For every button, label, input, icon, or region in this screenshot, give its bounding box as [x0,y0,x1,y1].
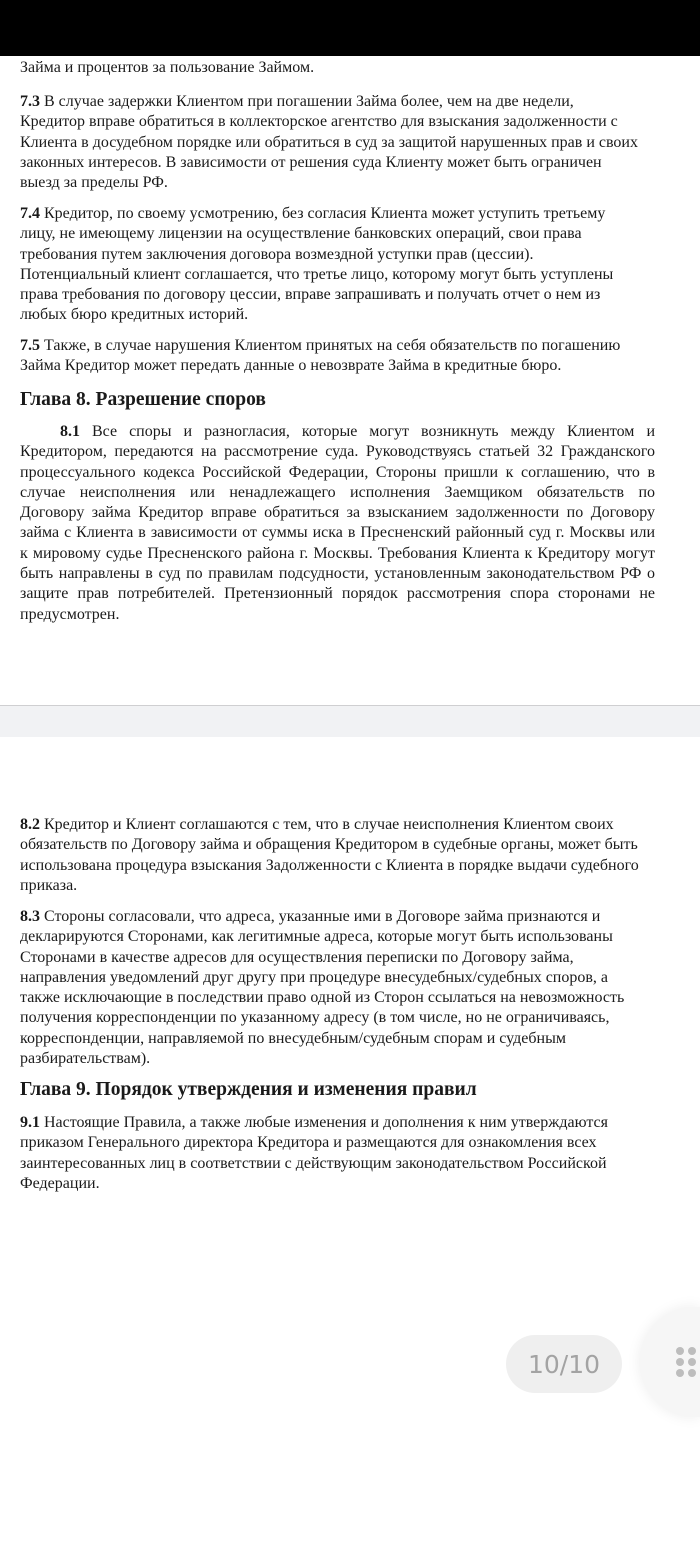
clause-number: 8.3 [20,908,40,925]
text-line [20,336,655,356]
text-line: Кредитором, передаются на рассмотрение суда. Руководствуясь статьей 32 Гражданского [20,443,655,461]
text-line: права требования по договору цессии, вправе запрашивать и получать отчет о нем из [20,286,601,304]
text-line: Федерации. [20,1174,100,1192]
clause-8-2 [20,815,655,896]
text-line: корреспонденции, направляемой по внесудебным/судебным спорам и судебным [20,1029,566,1047]
text-line: приказом Генерального директора Кредитора и размещаются для ознакомления всех [20,1134,597,1152]
clause-number: 8.1 [60,423,80,440]
clause-8-3 [20,907,655,1069]
clause-9-1 [20,1113,655,1194]
chapter-8-heading: Глава 8. Разрешение споров [20,389,266,410]
text-line [20,422,655,442]
clause-text: Все споры и разногласия, которые могут возникнуть между Клиентом и [80,423,655,440]
pdf-page-10 [0,737,700,1556]
text-line: Займа Кредитор может передать данные о невозврате Займа в кредитные бюро. [20,357,562,375]
clause-text: В случае задержки Клиентом при погашении Займа более, чем на две недели, [40,93,574,110]
text-line: лицу, не имеющему лицензии на осуществление банковских операций, свои права [20,225,582,243]
clause-text: Также, в случае нарушения Клиентом принятых на себя обязательств по погашению [40,337,621,354]
text-line: предусмотрен. [20,605,120,623]
text-line [20,92,655,112]
text-line: займа с Клиента в зависимости от суммы иска в Пресненский районный суд г. Москвы или [20,524,655,542]
text-line: Сторонами в качестве адресов для осуществления переписки по Договору займа, [20,948,574,966]
text-line: использована процедура взыскания Задолженности с Клиента в порядке выдачи судебного [20,856,639,874]
clause-number: 7.3 [20,93,40,110]
clause-number: 7.4 [20,205,40,222]
text-line: случае неисполнения или ненадлежащего исполнения Заемщиком обязательств по [20,483,655,501]
text-line [20,907,655,927]
clause-7-5 [20,336,655,377]
clause-7-4 [20,204,655,326]
clause-number: 8.2 [20,816,40,833]
clause-text: Стороны согласовали, что адреса, указанные ими в Договоре займа признаются и [40,908,601,925]
text-line: заинтересованных лиц в соответствии с действующим законодательством Российской [20,1154,607,1172]
status-bar [0,0,700,56]
text-line: Кредитор вправе обратиться в коллекторское агентство для взыскания задолженности с [20,113,618,131]
text-line: декларируются Сторонами, как легитимные адреса, которые могут быть использованы [20,928,613,946]
text-line: направления уведомлений друг другу при процедуре внесудебных/судебных споров, а [20,968,609,986]
text-line [20,204,655,224]
clause-text: Настоящие Правила, а также любые изменения и дополнения к ним утверждаются [40,1114,608,1131]
text-line: процессуального кодекса Российской Федерации, Стороны пришли к соглашению, что в [20,463,655,481]
text-line: также исключающие в последствии право одной из Сторон ссылаться на невозможность [20,989,625,1007]
text-line: защите прав потребителей. Претензионный порядок рассмотрения спора сторонами не [20,585,655,603]
text-line: обязательств по Договору займа и обращения Кредитором в судебные органы, может быть [20,836,638,854]
text-line: законных интересов. В зависимости от решения суда Клиенту может быть ограничен [20,153,602,171]
text-line: быть направлены в суд по правилам подсудности, установленным законодательством РФ о [20,565,655,583]
page-indicator[interactable]: 10/10 [506,1335,622,1393]
clause-text: Кредитор и Клиент соглашаются с тем, что в случае неисполнения Клиентом своих [40,816,614,833]
page-separator [0,705,700,737]
text-line: к мировому судье Пресненского района г. Москвы. Требования Клиента к Кредитору могут [20,544,655,562]
text-line: получения корреспонденции по указанному адресу (в том числе, но не ограничиваясь, [20,1009,610,1027]
text-line [20,1113,655,1133]
cut-off-line [20,58,655,78]
text-line: выезд за пределы РФ. [20,174,168,192]
text-line: Клиента в досудебном порядке или обратиться в суд за защитой нарушенных прав и своих [20,133,638,151]
text-line: разбирательствам). [20,1050,151,1068]
clause-text: Кредитор, по своему усмотрению, без согласия Клиента может уступить третьему [40,205,606,222]
chapter-9-heading: Глава 9. Порядок утверждения и изменения правил [20,1079,477,1100]
text-line: приказа. [20,876,78,894]
text-line: любых бюро кредитных историй. [20,306,249,324]
grid-dots-icon [676,1347,696,1377]
text-line: Потенциальный клиент соглашается, что третье лицо, которому могут быть уступлены [20,265,614,283]
pdf-page-9 [0,0,700,705]
clause-number: 9.1 [20,1114,40,1131]
text-line: Договору займа Кредитор вправе обратиться за взысканием задолженности по Договору [20,504,655,522]
text-line: Займа и процентов за пользование Займом. [20,59,315,76]
clause-7-3 [20,92,655,193]
clause-number: 7.5 [20,337,40,354]
text-line [20,815,655,835]
text-line: требования путем заключения договора возмездной уступки прав (цессии). [20,245,534,263]
clause-8-1 [20,422,655,625]
